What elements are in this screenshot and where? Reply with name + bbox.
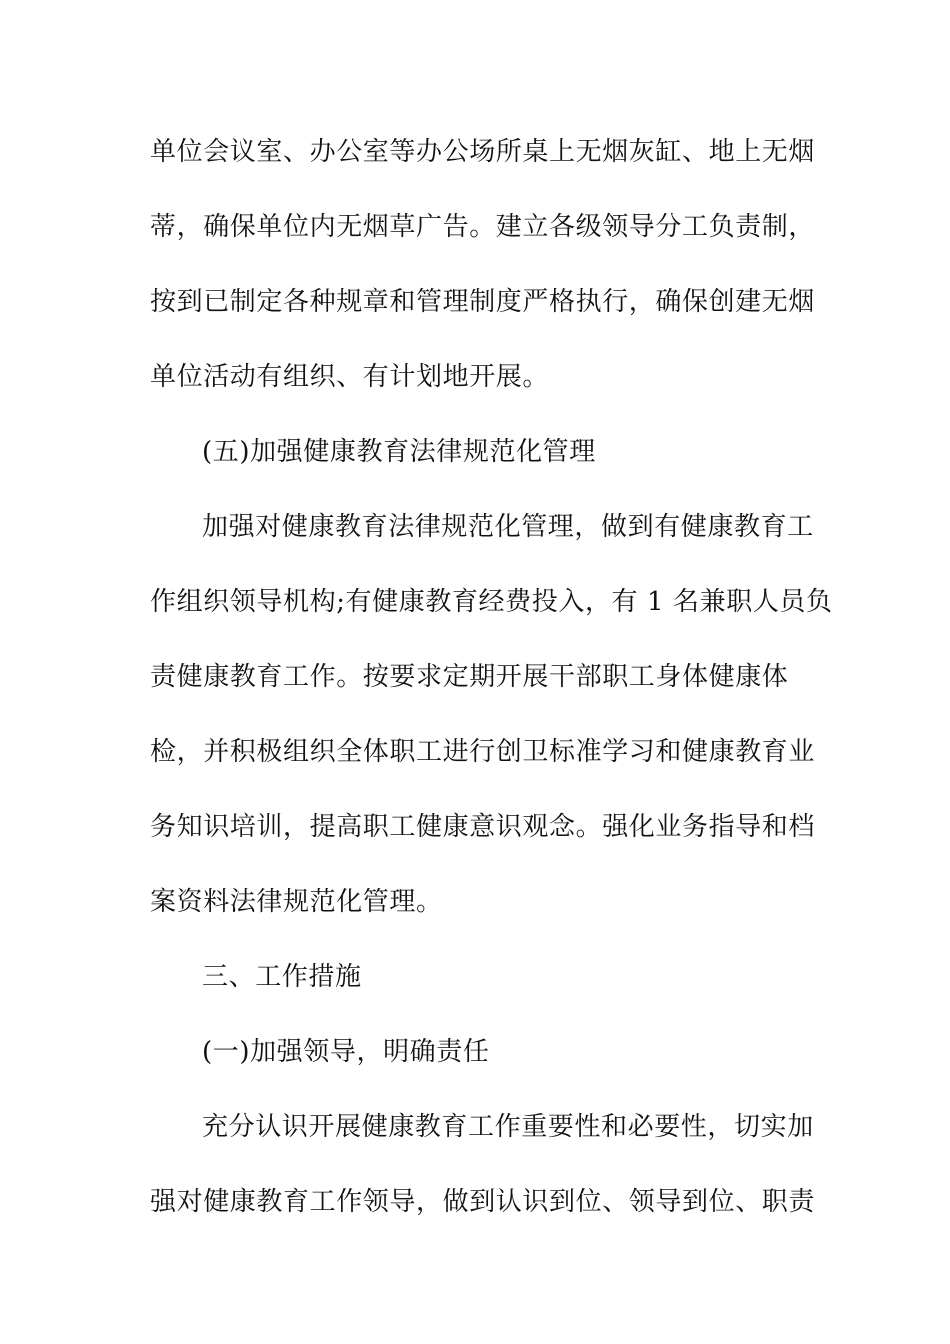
subsection-heading: (一)加强领导，明确责任: [202, 1037, 490, 1067]
paragraph-line: 责健康教育工作。按要求定期开展干部职工身体健康体: [150, 662, 789, 692]
paragraph-line: 检，并积极组织全体职工进行创卫标准学习和健康教育业: [150, 737, 816, 767]
paragraph-line: 单位会议室、办公室等办公场所桌上无烟灰缸、地上无烟: [150, 137, 816, 167]
paragraph-line: 务知识培训，提高职工健康意识观念。强化业务指导和档: [150, 812, 816, 842]
paragraph-line: 作组织领导机构;有健康教育经费投入，有 1 名兼职人员负: [150, 587, 833, 617]
paragraph-line: 按到已制定各种规章和管理制度严格执行，确保创建无烟: [150, 287, 816, 317]
paragraph-line: 加强对健康教育法律规范化管理，做到有健康教育工: [202, 512, 814, 542]
section-heading: 三、工作措施: [202, 962, 362, 992]
paragraph-line: 蒂，确保单位内无烟草广告。建立各级领导分工负责制，: [150, 212, 816, 242]
paragraph-line: 案资料法律规范化管理。: [150, 887, 443, 917]
section-heading: (五)加强健康教育法律规范化管理: [202, 437, 596, 467]
paragraph-line: 强对健康教育工作领导，做到认识到位、领导到位、职责: [150, 1187, 816, 1217]
paragraph-line: 单位活动有组织、有计划地开展。: [150, 362, 550, 392]
paragraph-line: 充分认识开展健康教育工作重要性和必要性，切实加: [202, 1112, 814, 1142]
